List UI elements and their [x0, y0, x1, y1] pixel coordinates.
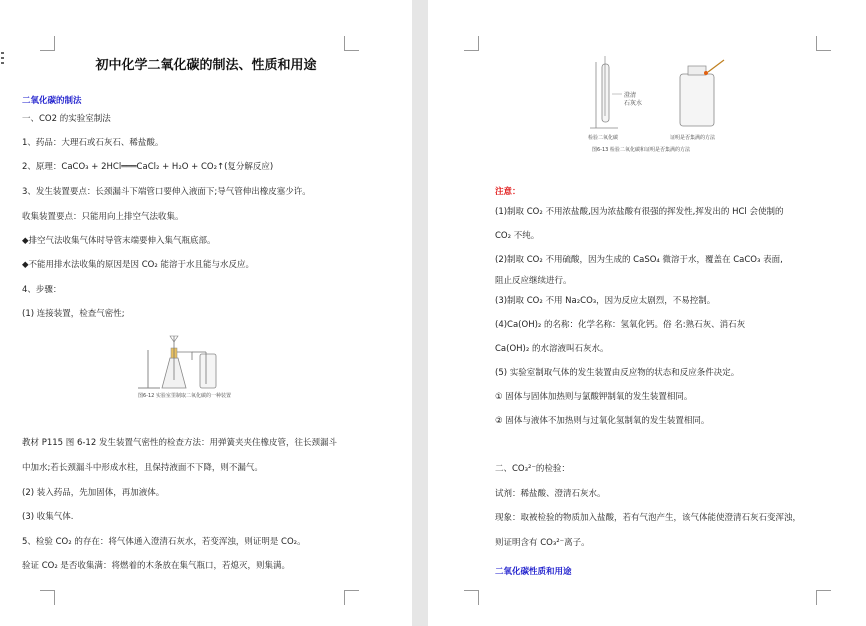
- text-line: 现象：取被检验的物质加入盐酸，若有气泡产生，该气体能使澄清石灰石变浑浊，: [495, 513, 802, 523]
- apparatus-figure-1: [130, 330, 240, 402]
- page-title: 初中化学二氧化碳的制法、性质和用途: [95, 58, 317, 73]
- text-line: 则证明含有 CO₃²⁻离子。: [495, 538, 590, 548]
- text-line: ② 固体与液体不加热则与过氧化氢制氧的发生装置相同。: [495, 416, 710, 426]
- crop-mark-top-right: [344, 36, 359, 51]
- text-line: 验证 CO₂ 是否收集满：将燃着的木条放在集气瓶口，若熄灭，则集满。: [22, 561, 290, 571]
- note-heading: 注意：: [495, 187, 521, 197]
- figure-caption: 图6-13 检验二氧化碳和证明是否集满的方法: [592, 147, 690, 153]
- document-page-1: [0, 0, 412, 626]
- crop-mark-bottom-left: [40, 590, 55, 605]
- crop-mark-bottom-left: [464, 590, 479, 605]
- text-line: (4)Ca(OH)₂ 的名称：化学名称：氢氧化钙。俗 名:熟石灰、消石灰: [495, 320, 746, 330]
- text-line: (5) 实验室制取气体的发生装置由反应物的状态和反应条件决定。: [495, 368, 740, 378]
- text-line: ◆排空气法收集气体时导管末端要伸入集气瓶底部。: [22, 236, 216, 246]
- text-line: ① 固体与固体加热则与氯酸钾制氧的发生装置相同。: [495, 392, 693, 402]
- figure-caption-right: 证明是否集满的方法: [670, 135, 716, 141]
- text-line: 4、步骤：: [22, 285, 62, 295]
- text-line: 阻止反应继续进行。: [495, 276, 572, 286]
- crop-mark-bottom-right: [344, 590, 359, 605]
- text-line: 一、CO2 的实验室制法: [22, 114, 111, 124]
- text-line: 2、原理：CaCO₃ + 2HCl═══CaCl₂ + H₂O + CO₂↑(复分解反应): [22, 162, 274, 172]
- text-line: (1) 连接装置，检查气密性;: [22, 309, 125, 319]
- figure-caption: 图6-12 实验室里制取二氧化碳的一种装置: [138, 393, 231, 399]
- text-line: ◆不能用排水法收集的原因是因 CO₂ 能溶于水且能与水反应。: [22, 260, 254, 270]
- text-line: (1)制取 CO₂ 不用浓盐酸,因为浓盐酸有很强的挥发性,挥发出的 HCl 会使制的: [495, 207, 784, 217]
- text-line: (3) 收集气体.: [22, 512, 74, 522]
- text-line: (3)制取 CO₂ 不用 Na₂CO₃，因为反应太剧烈，不易控制。: [495, 296, 716, 306]
- text-line: 中加水;若长颈漏斗中形成水柱，且保持液面不下降，则不漏气。: [22, 463, 263, 473]
- text-line: 收集装置要点：只能用向上排空气法收集。: [22, 212, 184, 222]
- section-heading: 二氧化碳的制法: [22, 96, 82, 106]
- figure-caption-left: 检验二氧化碳: [588, 135, 619, 141]
- crop-mark-top-right: [816, 36, 831, 51]
- section-heading-co3: 二、CO₃²⁻的检验：: [495, 464, 570, 474]
- section-heading: 二氧化碳性质和用途: [495, 567, 572, 577]
- document-page-2: [428, 0, 866, 626]
- text-line: 3、发生装置要点：长颈漏斗下端管口要伸入液面下;导气管伸出橡皮塞少许。: [22, 187, 311, 197]
- crop-mark-top-left: [40, 36, 55, 51]
- text-line: CO₂ 不纯。: [495, 231, 540, 241]
- crop-mark-bottom-right: [816, 590, 831, 605]
- text-line: 试剂：稀盐酸、澄清石灰水。: [495, 489, 606, 499]
- co2-generator-illustration: [130, 330, 240, 392]
- co2-test-illustration: [588, 54, 738, 132]
- text-line: Ca(OH)₂ 的水溶液叫石灰水。: [495, 344, 609, 354]
- text-line: 1、药品：大理石或石灰石、稀盐酸。: [22, 138, 164, 148]
- figure-label: 澄清: [624, 92, 637, 99]
- apparatus-figure-2: [588, 54, 738, 159]
- text-line: (2) 装入药品，先加固体，再加液体。: [22, 488, 165, 498]
- text-line: (2)制取 CO₂ 不用硫酸，因为生成的 CaSO₄ 微溶于水，覆盖在 CaCO₃ 表面,: [495, 255, 783, 265]
- figure-label: 石灰水: [624, 100, 643, 107]
- text-line: 5、检验 CO₂ 的存在：将气体通入澄清石灰水，若变浑浊，则证明是 CO₂。: [22, 537, 306, 547]
- text-line: 教材 P115 图 6-12 发生装置气密性的检查方法：用弹簧夹夹住橡皮管，往长颈漏斗: [22, 438, 337, 448]
- crop-mark-top-left: [464, 36, 479, 51]
